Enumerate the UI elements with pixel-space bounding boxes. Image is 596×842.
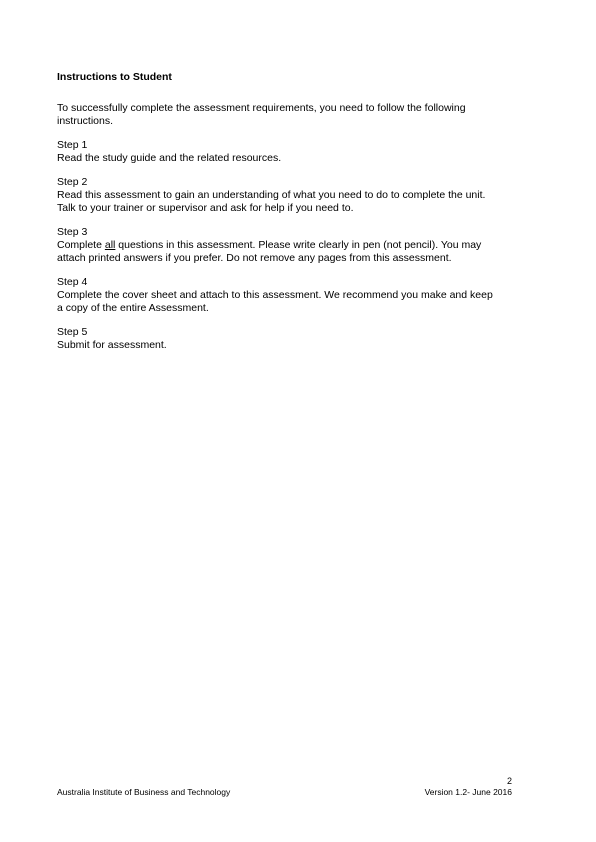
instructions-body — [57, 102, 527, 363]
step-text: a copy of the entire Assessment. — [57, 302, 209, 314]
step-title: Step 5 — [57, 326, 88, 338]
page-heading: Instructions to Student — [57, 71, 172, 83]
step-text: Submit for assessment. — [57, 339, 167, 351]
intro-paragraph — [57, 102, 527, 128]
step-1 — [57, 139, 527, 165]
step-text-segment: Complete — [57, 239, 105, 251]
intro-line: To successfully complete the assessment requirements, you need to follow the following — [57, 102, 466, 114]
intro-line: instructions. — [57, 115, 114, 127]
step-5 — [57, 326, 527, 352]
footer-organization: Australia Institute of Business and Technology — [57, 787, 231, 797]
step-title: Step 2 — [57, 176, 88, 188]
step-text: Read the study guide and the related resources. — [57, 152, 282, 164]
step-title: Step 3 — [57, 226, 88, 238]
step-3 — [57, 226, 527, 265]
step-text: Complete the cover sheet and attach to this assessment. We recommend you make and keep — [57, 289, 493, 301]
step-title: Step 4 — [57, 276, 88, 288]
step-text: attach printed answers if you prefer. Do not remove any pages from this assessment. — [57, 252, 452, 264]
footer-version: Version 1.2- June 2016 — [424, 787, 512, 797]
step-text: Talk to your trainer or supervisor and ask for help if you need to. — [57, 202, 354, 214]
step-title: Step 1 — [57, 139, 88, 151]
emphasis-underline: all — [104, 239, 116, 251]
step-2 — [57, 176, 527, 215]
step-text — [57, 239, 527, 252]
step-4 — [57, 276, 527, 315]
page-number: 2 — [506, 776, 512, 786]
step-text-segment: questions in this assessment. Please write clearly in pen (not pencil). You may — [115, 239, 482, 251]
step-text: Read this assessment to gain an understanding of what you need to do to complete the unit. — [57, 189, 486, 201]
